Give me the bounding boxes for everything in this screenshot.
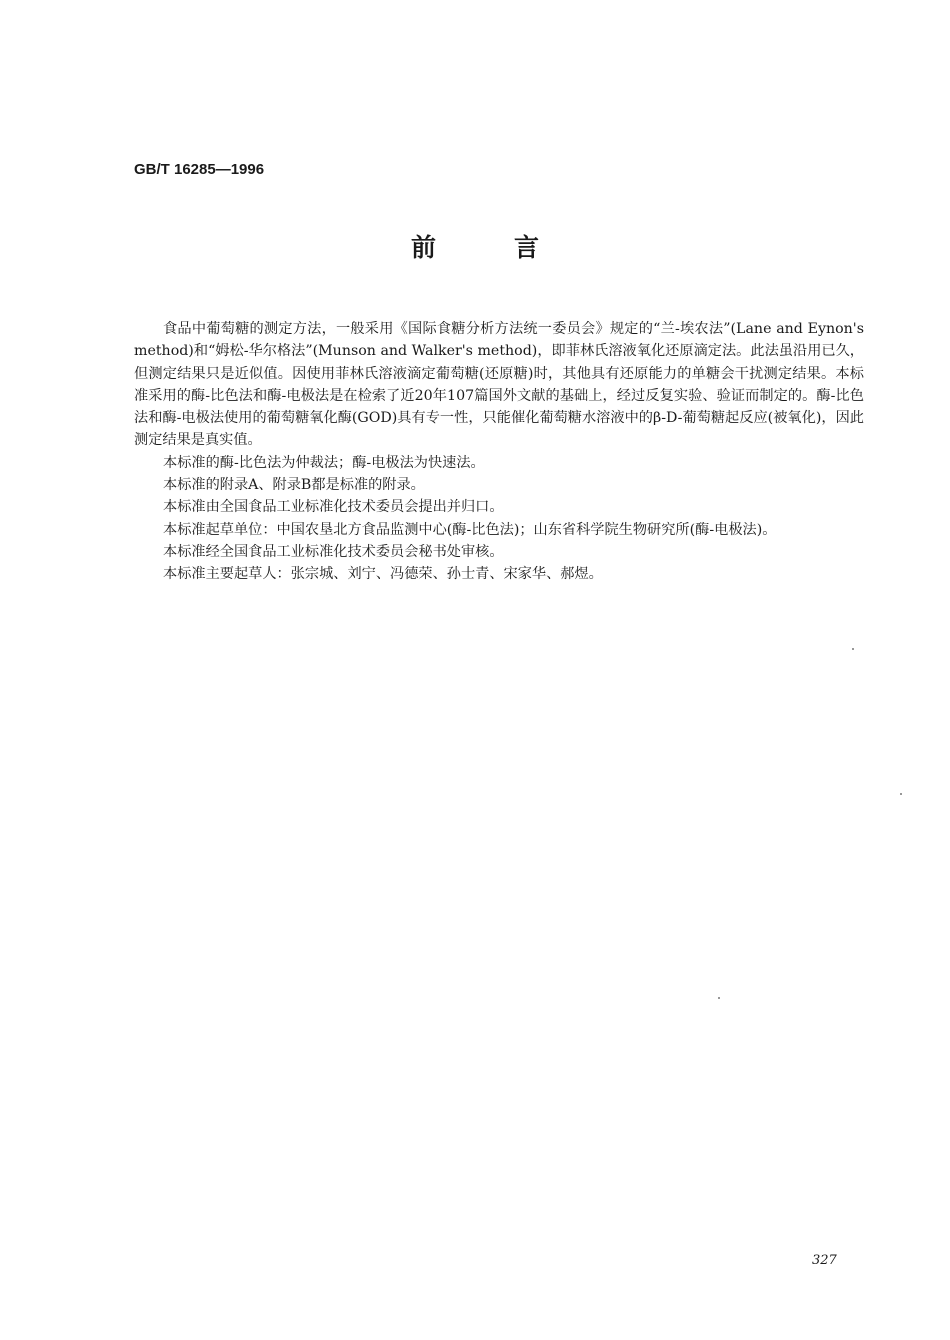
foreword-body <box>134 318 864 586</box>
page-number: 327 <box>812 1253 837 1268</box>
paragraph-methods: 本标准的酶-比色法为仲裁法；酶-电极法为快速法。 <box>163 454 485 471</box>
paragraph-proposer: 本标准由全国食品工业标准化技术委员会提出并归口。 <box>163 499 504 516</box>
page-title: 前言 <box>410 233 617 262</box>
paragraph-drafting-units: 本标准起草单位：中国农垦北方食品监测中心(酶-比色法)；山东省科学院生物研究所(酶-电极法)。 <box>163 521 777 538</box>
standard-code: GB/T 16285—1996 <box>134 161 265 178</box>
paragraph-review: 本标准经全国食品工业标准化技术委员会秘书处审核。 <box>163 543 504 560</box>
paragraph-appendix: 本标准的附录A、附录B都是标准的附录。 <box>163 477 425 494</box>
scan-speck <box>900 793 902 795</box>
paragraph-intro: 食品中葡萄糖的测定方法，一般采用《国际食糖分析方法统一委员会》规定的“兰-埃农法”(Lane and Eynon's method)和“姆松-华尔格法”(Munson and Walker's method)，即菲林氏溶液氧化还原滴定法。此法虽沿用已久，但测定结果只是近似值。因使用菲林氏溶液滴定葡萄糖(还原糖)时，其他具有还原能力的单糖会干扰测定结果。本标准采用的酶-比色法和酶-电极法是在检索了近20年107篇国外文献的基础上，经过反复实验、验证而制定的。酶-比色法和酶-电极法使用的葡萄糖氧化酶(GOD)具有专一性，只能催化葡萄糖水溶液中的β-D-葡萄糖起反应(被氧化)，因此测定结果是真实值。 <box>134 321 864 449</box>
paragraph-drafters: 本标准主要起草人：张宗城、刘宁、冯德荣、孙士青、宋家华、郝煜。 <box>163 566 603 583</box>
scan-speck <box>852 648 854 650</box>
scan-speck <box>718 997 720 999</box>
